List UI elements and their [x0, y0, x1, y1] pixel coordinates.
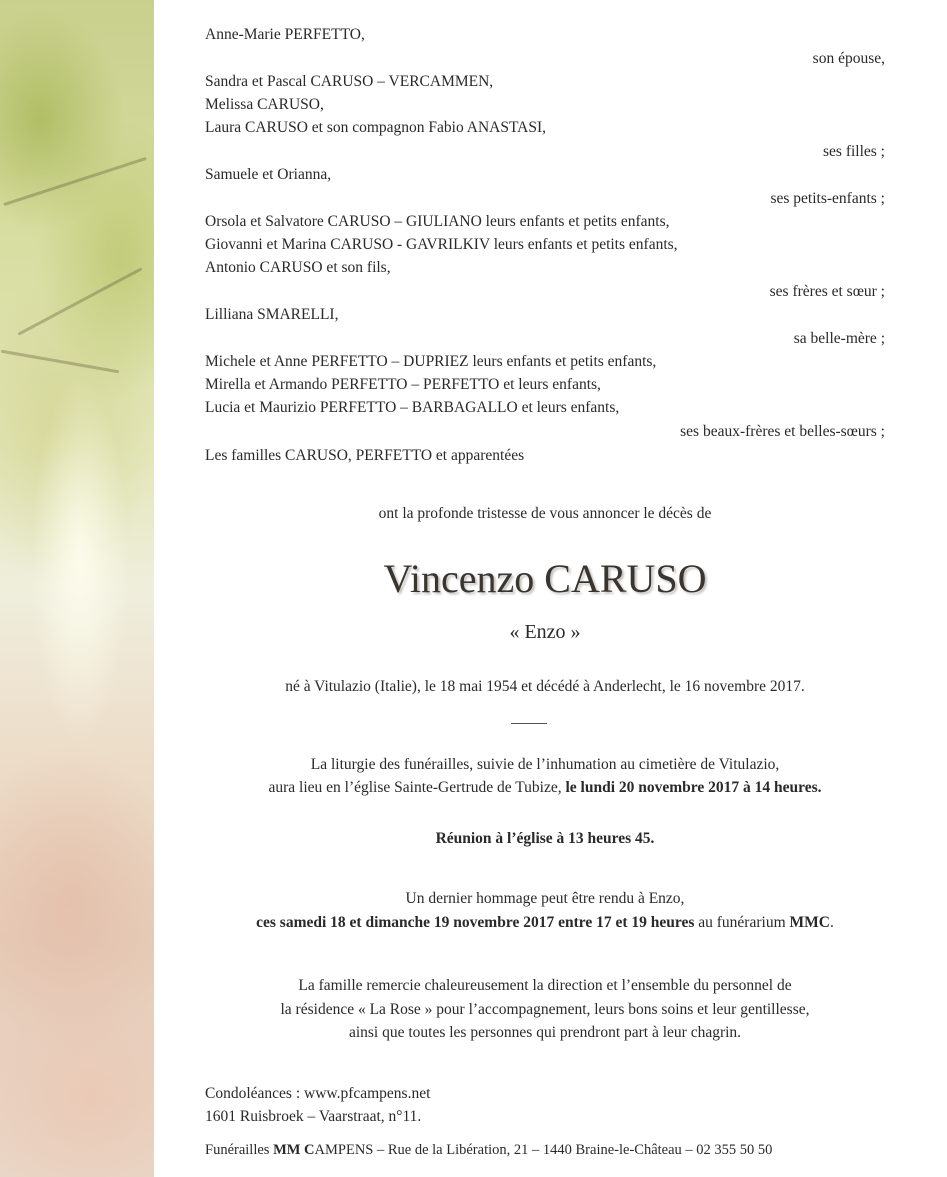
relation-label: ses petits-enfants ;	[770, 190, 885, 207]
condolences-line: Condoléances : www.pfcampens.net	[205, 1085, 431, 1102]
tribute-dates-line	[205, 913, 885, 933]
family-line: Sandra et Pascal CARUSO – VERCAMMEN,	[205, 73, 494, 90]
thanks-line: ainsi que toutes les personnes qui prendront part à leur chagrin.	[348, 1024, 742, 1041]
relation-label: ses frères et sœur ;	[769, 283, 885, 300]
announcement-text: ont la profonde tristesse de vous annoncer le décès de	[378, 505, 712, 522]
family-line: Lilliana SMARELLI,	[205, 306, 339, 323]
footer-company-bold: MM C	[273, 1142, 315, 1158]
birth-death-line: né à Vitulazio (Italie), le 18 mai 1954 et décédé à Anderlecht, le 16 novembre 2017.	[285, 678, 805, 695]
tribute-dates: ces samedi 18 et dimanche 19 novembre 2017 entre 17 et 19 heures	[256, 914, 695, 931]
relation-label: ses filles ;	[823, 143, 885, 160]
relation-label: ses beaux-frères et belles-sœurs ;	[680, 423, 885, 440]
family-line: Samuele et Orianna,	[205, 166, 332, 183]
footer-details: AMPENS – Rue de la Libération, 21 – 1440 Braine-le-Château – 02 355 50 50	[314, 1142, 773, 1158]
family-line: Michele et Anne PERFETTO – DUPRIEZ leurs enfants et petits enfants,	[205, 353, 657, 370]
separator-line	[511, 723, 547, 724]
liturgy-line: La liturgie des funérailles, suivie de l’inhumation au cimetière de Vitulazio,	[310, 756, 780, 773]
family-line: Orsola et Salvatore CARUSO – GIULIANO leurs enfants et petits enfants,	[205, 213, 670, 230]
meeting-time: Réunion à l’église à 13 heures 45.	[435, 830, 655, 847]
liturgy-date-line	[205, 778, 885, 798]
family-line: Antonio CARUSO et son fils,	[205, 259, 391, 276]
thanks-line: la résidence « La Rose » pour l’accompagnement, leurs bons soins et leur gentillesse,	[280, 1001, 810, 1018]
family-line: Lucia et Maurizio PERFETTO – BARBAGALLO et leurs enfants,	[205, 399, 620, 416]
relation-label: sa belle-mère ;	[793, 330, 885, 347]
family-line: Anne-Marie PERFETTO,	[205, 26, 365, 43]
branch-decoration	[1, 350, 120, 374]
family-line: Laura CARUSO et son compagnon Fabio ANASTASI,	[205, 119, 547, 136]
deceased-nickname: « Enzo »	[509, 621, 581, 643]
funeral-home-name: MMC	[789, 914, 830, 931]
meeting-line	[205, 829, 885, 849]
address-line: 1601 Ruisbroek – Vaarstraat, n°11.	[205, 1108, 422, 1125]
branch-decoration	[3, 157, 147, 206]
tribute-line: Un dernier hommage peut être rendu à Enzo,	[405, 890, 685, 907]
liturgy-place: aura lieu en l’église Sainte-Gertrude de Tubize,	[268, 779, 566, 796]
deceased-name: Vincenzo CARUSO	[383, 556, 707, 601]
family-line: Giovanni et Marina CARUSO - GAVRILKIV leurs enfants et petits enfants,	[205, 236, 678, 253]
thanks-line: La famille remercie chaleureusement la direction et l’ensemble du personnel de	[298, 977, 792, 994]
funeral-director-footer	[205, 1140, 885, 1160]
family-line: Melissa CARUSO,	[205, 96, 324, 113]
branch-decoration	[17, 267, 142, 335]
relation-label: son épouse,	[812, 50, 885, 67]
tribute-place-label: au funérarium	[694, 914, 790, 931]
forest-path-image	[0, 0, 154, 1177]
family-line: Les familles CARUSO, PERFETTO et apparentées	[205, 447, 525, 464]
tribute-end: .	[829, 914, 834, 931]
family-line: Mirella et Armando PERFETTO – PERFETTO et leurs enfants,	[205, 376, 601, 393]
liturgy-date: le lundi 20 novembre 2017 à 14 heures.	[565, 779, 822, 796]
footer-prefix: Funérailles	[205, 1142, 274, 1158]
